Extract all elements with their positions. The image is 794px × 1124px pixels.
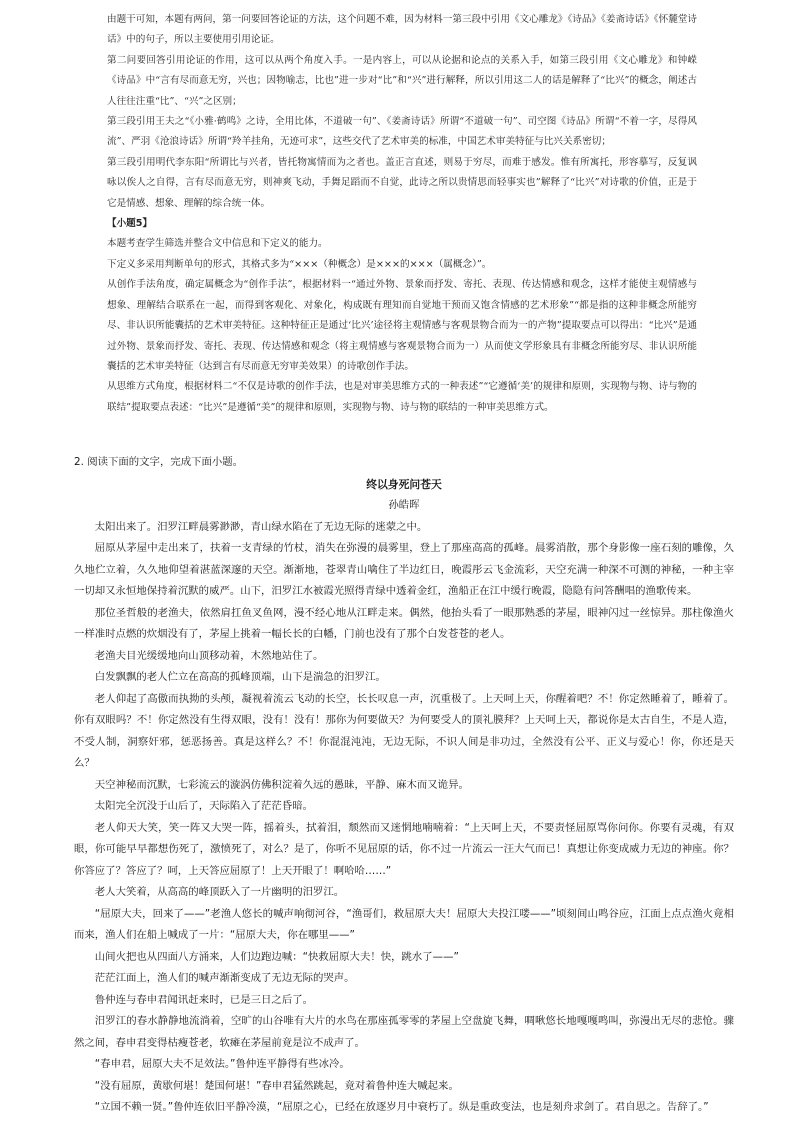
answer-paragraph: 从思维方式角度，根据材料二“不仅是诗歌的创作手法，也是对审美思维方式的一种表述”“它遵循‘美’的规律和原则，实现物与物、诗与物的联结”提取要点表述：“比兴”是遵循“美”的规律和原则，实现物与物、诗与物的联结的一种审美思维方式。 (107, 381, 697, 413)
passage-paragraph: 屈原从茅屋中走出来了，扶着一支青绿的竹杖，消失在弥漫的晨雾里，登上了那座高高的孤峰。晨雾消散，那个身影像一座石刻的雕像，久久地伫立着，久久地仰望着湛蓝深邃的天空。渐渐地，苍翠青山噙住了半边红日，晚霞彤云飞金流彩，天空充满一种深不可测的神秘，一种主宰一切却又永恒地保持着沉默的威严。山下，汨罗江水被霞光照得青绿中透着金红，渔船正在江中缓行晚霞，隐隐有问答酬唱的渔歌传来。 (74, 542, 734, 597)
passage-body (74, 517, 734, 1119)
reading-question-section (74, 452, 734, 1119)
answer-paragraph: 第三段引用明代李东阳“所谓比与兴者，皆托物寓情而为之者也。盖正言直述，则易于穷尽，而难于感发。惟有所寓托，形容摹写，反复讽咏以俟人之自得，言有尽而意无穷，则神爽飞动，手舞足蹈而不自觉，此诗之所以贵情思而轻事实也”解释了“比兴”对诗歌的价值，正是于它是情感、想象、理解的综合统一体。 (107, 156, 697, 209)
passage-paragraph: 汨罗江的春水静静地流淌着，空旷的山谷唯有大片的水鸟在那座孤零零的茅屋上空盘旋飞舞，啁啾悠长地嘎嘎鸣叫，弥漫出无尽的悲怆。骤然之间，春申君变得枯瘦苍老，软瘫在茅屋前竟是泣不成声了。 (74, 1015, 734, 1049)
passage-paragraph: 老人仰起了高傲而执拗的头颅，凝视着流云飞动的长空，长长叹息一声，沉重极了。上天呵上天，你醒着吧？不！你定然睡着了，睡着了。你有双眼吗？不！你定然没有生得双眼，没有！没有！那你为何要做天？为何要受人的顶礼膜拜？上天呵上天，都说你是太古自生，不是人造，不受人制，洞察奸邪，惩恶扬善。真是这样么？不！你混混沌沌，无边无际，不识人间是非功过，全然没有公平、正义与爱心！你，你还是天么？ (74, 692, 734, 769)
passage-paragraph: 太阳完全沉没于山后了，天际陷入了茫茫昏暗。 (94, 800, 313, 812)
passage-paragraph: 鲁仲连与春申君闻讯赶来时，已是三日之后了。 (94, 993, 313, 1006)
passage-paragraph: 老人仰天大笑，笑一阵又大哭一阵，摇着头，拭着泪，颓然而又迷惘地喃喃着：“上天呵上天，不要责怪屈原骂你问你。你要有灵魂，有双眼，你可能早早都想伤死了，激愤死了，对么？是了，你听不见屈原的话，你不过一片流云一汪大气而已！真想让你变成威力无边的神座。你？你答应了？答应了？呵，上天答应屈原了！上天开眼了！啊哈哈……” (74, 821, 734, 877)
passage-paragraph: 白发飘飘的老人伫立在高高的孤峰顶端，山下是湍急的汨罗江。 (94, 671, 386, 683)
passage-title: 终以身死问苍天 (366, 477, 442, 491)
passage-paragraph: 老渔夫目光缓缓地向山顶移动着，木然地站住了。 (94, 649, 324, 662)
answer-explanation-section (107, 10, 697, 418)
passage-paragraph: “立国不赖一贤。”鲁仲连依旧平静冷漠，“屈原之心，已经在放逐岁月中衰朽了。纵是重政变法，也是刻舟求剑了。君自思之。告辞了。” (94, 1101, 709, 1113)
passage-paragraph: “没有屈原，黄歇何堪！楚国何堪！”春申君猛然跳起，竟对着鲁仲连大喊起来。 (94, 1079, 459, 1092)
answer-paragraph: 从创作手法角度，确定属概念为“创作手法”，根据材料一“通过外物、景象而抒发、寄托、表现、传达情感和观念，这样才能使主观情感与想象、理解结合联系在一起，而得到客观化、对象化，构成既有理知而自觉地干预而又饱含情感的艺术形象”“都是指的这种非概念所能穷尽、非认识所能囊括的艺术审美特征。这种特征正是通过‘比兴’途径将主观情感与客观景物合而为一的产物”提取要点可以得出：“比兴”是通过外物、景象而抒发、寄托、表现、传达情感和观念（将主观情感与客观景物合而为一）从而使文学形象具有非概念所能穷尽、非认识所能囊括的艺术审美特征（达到言有尽而意无穷审美效果）的诗歌创作手法。 (107, 279, 697, 372)
passage-paragraph: 山间火把也从四面八方涌来，人们边跑边喊：“快救屈原大夫！快，跳水了——” (94, 950, 459, 963)
passage-paragraph: “屈原大夫，回来了——”老渔人悠长的喊声响彻河谷，“渔哥们，救屈原大夫！屈原大夫投江喽——”顷刻间山鸣谷应，江面上点点渔火竟相而来，渔人们在船上喊成了一片：“屈原大夫，你在哪里——” (74, 907, 734, 941)
passage-paragraph: “春申君，屈原大夫不足效法。”鲁仲连平静得有些冰冷。 (94, 1058, 350, 1070)
passage-paragraph: 天空神秘而沉默，七彩流云的漩涡仿佛积淀着久远的愚昧，平静、麻木而又诡异。 (94, 778, 469, 791)
passage-paragraph: 茫茫江面上，渔人们的喊声渐渐变成了无边无际的哭声。 (94, 972, 355, 984)
passage-author: 孙皓晖 (388, 499, 420, 511)
answer-paragraph: 第二问要回答引用论证的作用，这可以从两个角度入手。一是内容上，可以从论据和论点的关系入手，如第三段引用《文心雕龙》和钟嵘《诗品》中“言有尽而意无穷，兴也；因物喻志，比也”进一步对“比”和“兴”进行解释，所以引用这二人的话是解释了“比兴”的概念，阐述古人往往注重“比”、“兴”之区别； (107, 54, 697, 107)
answer-paragraph: 本题考查学生筛选并整合文中信息和下定义的能力。 (107, 238, 328, 250)
passage-paragraph: 老人大笑着，从高高的峰顶跃入了一片幽明的汨罗江。 (94, 886, 345, 898)
answer-paragraph: 由题干可知，本题有两问，第一问要回答论证的方法，这个问题不难，因为材料一第三段中引用《文心雕龙》《诗品》《姜斋诗话》《怀麓堂诗话》中的句子，所以主要使用引用论证。 (107, 14, 698, 46)
passage-paragraph: 那位圣哲般的老渔夫，依然肩扛鱼叉鱼网，漫不经心地从江畔走来。偶然，他抬头看了一眼那熟悉的茅屋，眼神闪过一丝惊异。那柱像渔火一样准时点燃的炊烟没有了，茅屋上挑着一幅长长的白幡，门前也没有了那个白发苍苍的老人。 (74, 606, 734, 640)
answer-paragraph: 第三段引用王夫之“《小雅·鹤鸣》之诗，全用比体，不道破一句”、《姜斋诗话》所谓“不道破一句”、司空图《诗品》所谓“不着一字，尽得风流”、严羽《沧浪诗话》所谓“羚羊挂角，无迹可求”，这些交代了艺术审美的标准，中国艺术审美特征与比兴关系密切； (107, 116, 697, 148)
answer-paragraph: 下定义多采用判断单句的形式，其格式多为“×××（种概念）是×××的×××（属概念）”。 (107, 258, 492, 270)
passage-paragraph: 太阳出来了。汨罗江畔晨雾渺渺，青山绿水陷在了无边无际的迷蒙之中。 (94, 520, 428, 533)
question-heading: 2. 阅读下面的文字，完成下面小题。 (74, 456, 244, 468)
subquestion-label: 【小题5】 (107, 218, 153, 230)
